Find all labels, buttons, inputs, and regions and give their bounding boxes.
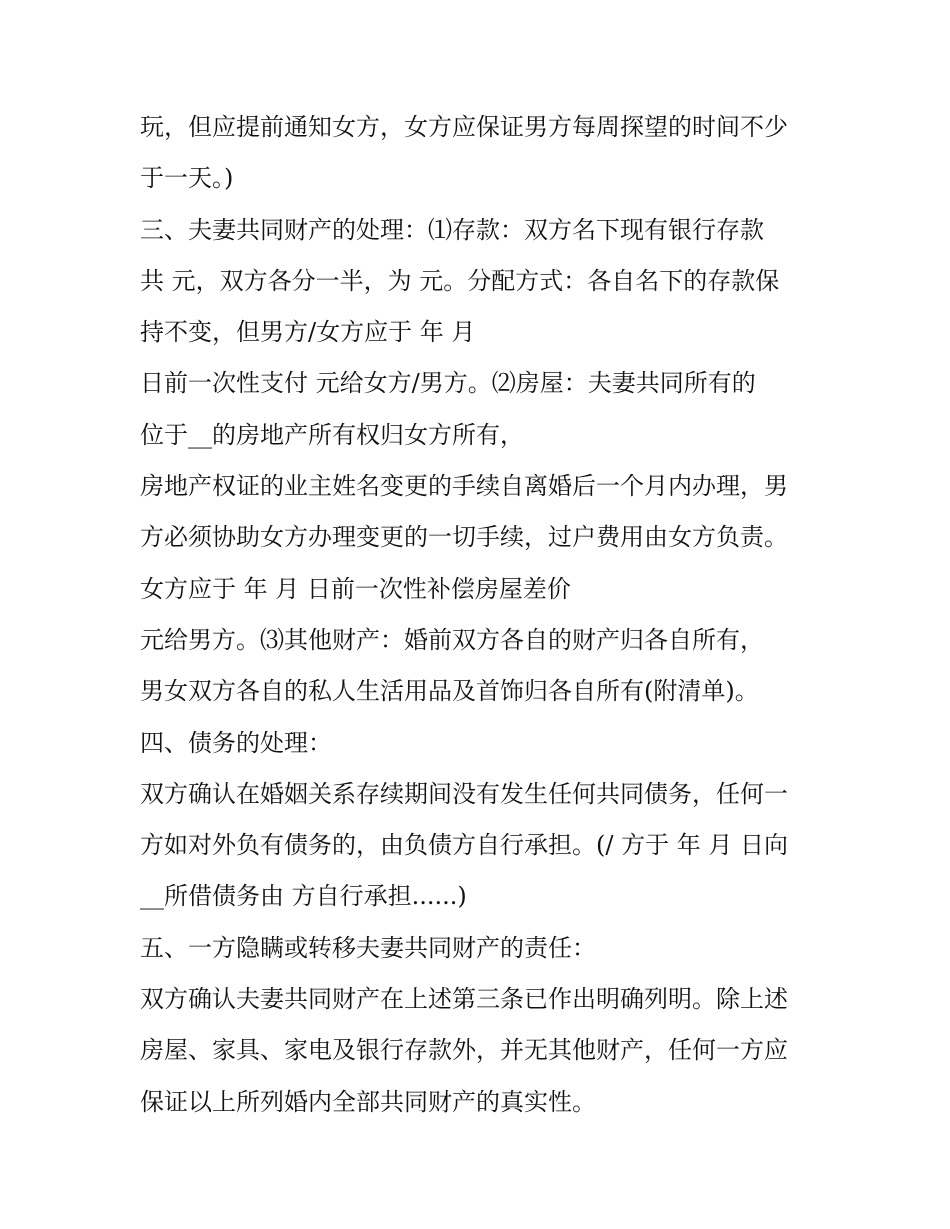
text-line: 于一天。)	[140, 164, 234, 193]
text-line: __所借债务由 方自行承担......)	[140, 882, 467, 911]
document-body	[140, 102, 820, 1128]
text-line: 位于__的房地产所有权归女方所有，	[140, 420, 524, 449]
section-heading-line: 三、夫妻共同财产的处理：⑴存款：双方名下现有银行存款	[140, 215, 764, 244]
text-line: 保证以上所列婚内全部共同财产的真实性。	[140, 1087, 596, 1116]
text-line: 双方确认在婚姻关系存续期间没有发生任何共同债务，任何一	[140, 779, 788, 808]
text-line: 玩，但应提前通知女方，女方应保证男方每周探望的时间不少	[140, 113, 788, 141]
text-line: 方如对外负有债务的，由负债方自行承担。(/ 方于 年 月 日向	[140, 831, 788, 860]
text-line: 女方应于 年 月 日前一次性补偿房屋差价	[140, 574, 571, 603]
section-heading-debts: 四、债务的处理：	[140, 728, 332, 757]
text-line: 房屋、家具、家电及银行存款外，并无其他财产，任何一方应	[140, 1036, 788, 1065]
text-line: 元给男方。⑶其他财产：婚前双方各自的财产归各自所有，	[140, 625, 764, 654]
section-heading-concealment: 五、一方隐瞒或转移夫妻共同财产的责任：	[140, 933, 596, 962]
text-line: 双方确认夫妻共同财产在上述第三条已作出明确列明。除上述	[140, 985, 788, 1014]
text-line: 房地产权证的业主姓名变更的手续自离婚后一个月内办理，男	[140, 472, 788, 501]
text-line: 方必须协助女方办理变更的一切手续，过户费用由女方负责。	[140, 523, 788, 552]
text-line: 男女双方各自的私人生活用品及首饰归各自所有(附清单)。	[140, 677, 759, 706]
text-line: 共 元，双方各分一半，为 元。分配方式：各自名下的存款保	[140, 266, 780, 295]
text-line: 持不变，但男方/女方应于 年 月	[140, 318, 476, 347]
text-line: 日前一次性支付 元给女方/男方。⑵房屋：夫妻共同所有的	[140, 369, 756, 398]
